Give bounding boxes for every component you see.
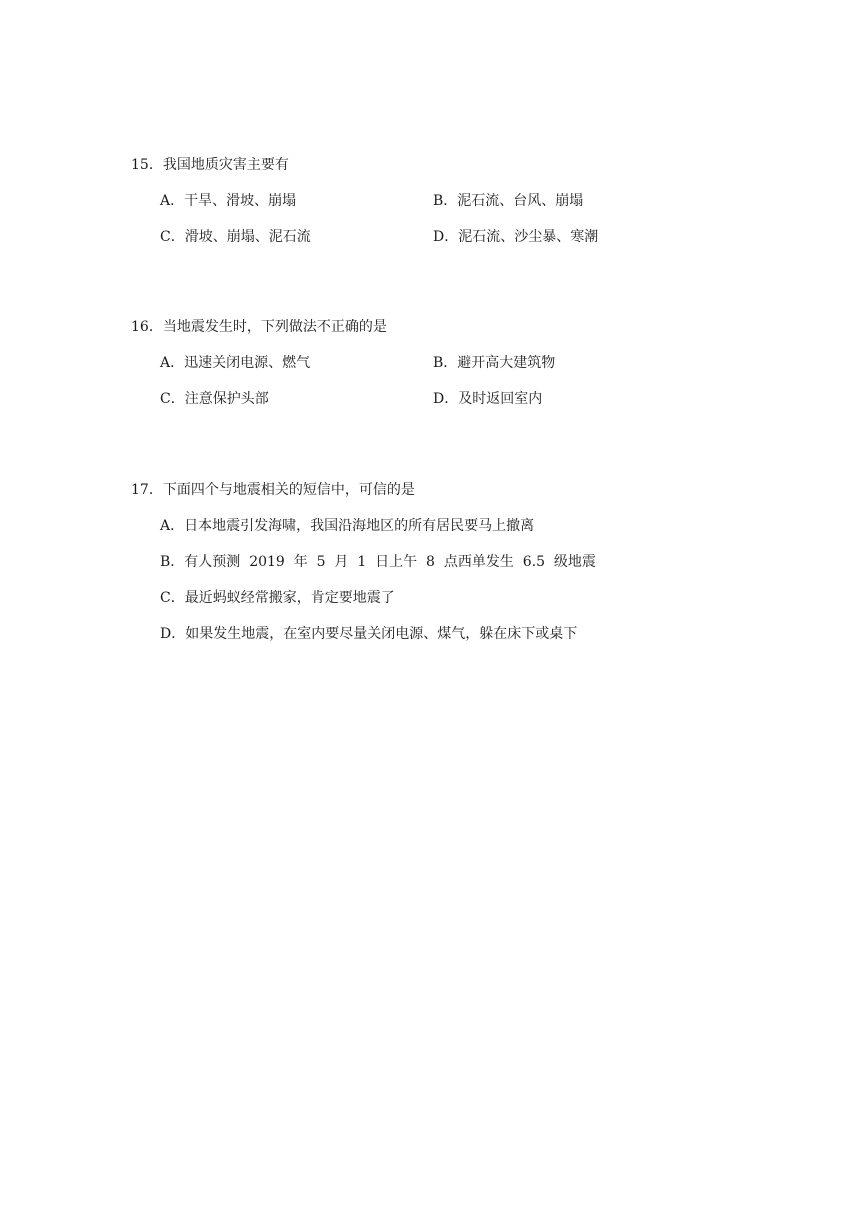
option-c: C．滑坡、崩塌、泥石流: [160, 229, 311, 245]
option-d: D．及时返回室内: [433, 391, 543, 407]
option-d: D．泥石流、沙尘暴、寒潮: [433, 229, 599, 245]
option-d: D．如果发生地震，在室内要尽量关闭电源、煤气，躲在床下或桌下: [160, 626, 578, 642]
question-stem: 16．当地震发生时，下列做法不正确的是: [131, 319, 387, 335]
option-c: C．注意保护头部: [160, 391, 269, 407]
option-a: A．干旱、滑坡、崩塌: [160, 193, 297, 209]
option-a: A．日本地震引发海啸，我国沿海地区的所有居民要马上撤离: [160, 518, 535, 534]
option-b: B．泥石流、台风、崩塌: [433, 193, 584, 209]
question-stem: 17．下面四个与地震相关的短信中，可信的是: [131, 482, 415, 498]
question-stem: 15．我国地质灾害主要有: [131, 157, 289, 173]
option-c: C．最近蚂蚁经常搬家，肯定要地震了: [160, 590, 395, 606]
option-a: A．迅速关闭电源、燃气: [160, 355, 311, 371]
option-b: B．避开高大建筑物: [433, 355, 556, 371]
option-b: B．有人预测 2019 年 5 月 1 日上午 8 点西单发生 6.5 级地震: [160, 554, 596, 570]
